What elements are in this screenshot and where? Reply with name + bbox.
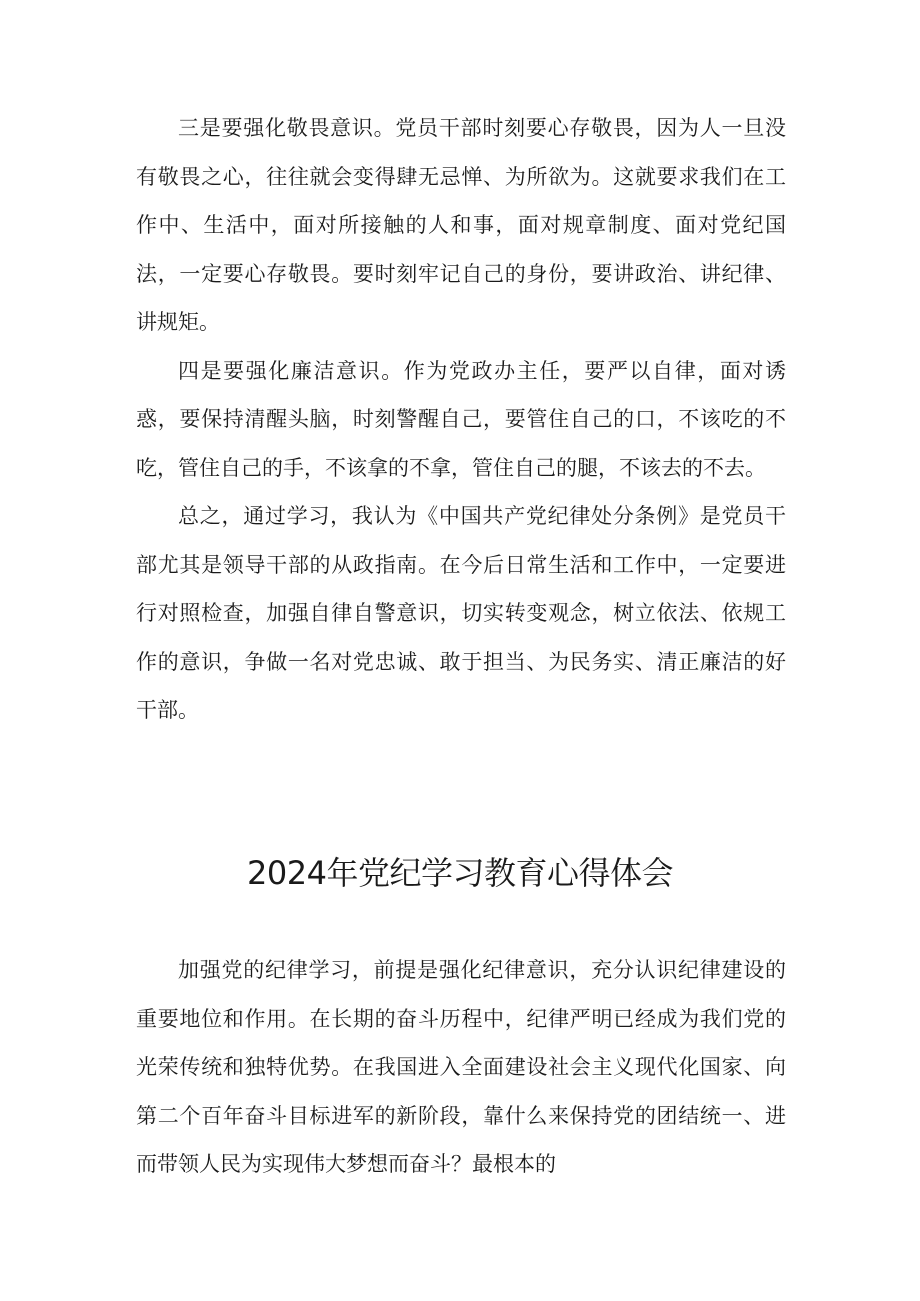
section-2-body xyxy=(136,946,786,1189)
section-1-body xyxy=(136,104,786,735)
paragraph-awe-awareness: 三是要强化敬畏意识。党员干部时刻要心存敬畏，因为人一旦没有敬畏之心，往往就会变得肆无忌惮、为所欲为。这就要求我们在工作中、生活中，面对所接触的人和事，面对规章制度、面对党纪国法，一定要心存敬畏。要时刻牢记自己的身份，要讲政治、讲纪律、讲规矩。 xyxy=(136,116,786,334)
section-2-title: 2024年党纪学习教育心得体会 xyxy=(247,854,673,892)
paragraph-conclusion: 总之，通过学习，我认为《中国共产党纪律处分条例》是党员干部尤其是领导干部的从政指南。在今后日常生活和工作中，一定要进行对照检查，加强自律自警意识，切实转变观念，树立依法、依规工作的意识，争做一名对党忠诚、敢于担当、为民务实、清正廉洁的好干部。 xyxy=(136,504,786,722)
paragraph-discipline-study: 加强党的纪律学习，前提是强化纪律意识，充分认识纪律建设的重要地位和作用。在长期的奋斗历程中，纪律严明已经成为我们党的光荣传统和独特优势。在我国进入全面建设社会主义现代化国家、向第二个百年奋斗目标进军的新阶段，靠什么来保持党的团结统一、进而带领人民为实现伟大梦想而奋斗？最根本的 xyxy=(136,958,786,1176)
paragraph-integrity-awareness: 四是要强化廉洁意识。作为党政办主任，要严以自律，面对诱惑，要保持清醒头脑，时刻警醒自己，要管住自己的口，不该吃的不吃，管住自己的手，不该拿的不拿，管住自己的腿，不该去的不去。 xyxy=(136,358,786,480)
